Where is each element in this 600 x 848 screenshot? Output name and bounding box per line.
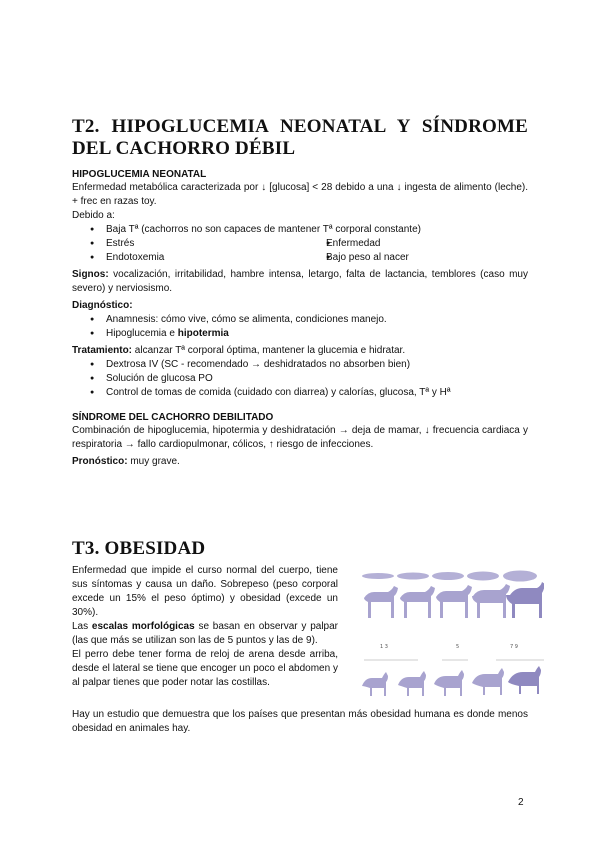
signos-paragraph <box>72 268 528 296</box>
scale-label: 7 9 <box>510 644 518 650</box>
tratamiento-text: alcanzar Tª corporal óptima, mantener la glucemia e hidratar. <box>132 345 406 356</box>
signos-text: vocalización, irritabilidad, hambre intensa, letargo, falta de lactancia, temblores (caso muy severo) y nerviosismo. <box>72 269 528 294</box>
list-item: ● Hipoglucemia e hipotermia <box>72 327 528 341</box>
scale-label: 1 3 <box>380 644 388 650</box>
t2-title <box>72 116 528 160</box>
scale-labels <box>380 644 518 650</box>
t2-title-line1: T2. HIPOGLUCEMIA NEONATAL Y SÍNDROME <box>72 116 528 137</box>
list-item: ● Endotoxemia <box>72 251 308 265</box>
tratamiento-paragraph <box>72 344 528 358</box>
diagnostico-label: Diagnóstico: <box>72 300 133 311</box>
diagnostico-list <box>72 313 528 341</box>
debido-label: Debido a: <box>72 210 115 221</box>
side-view-dogs <box>364 582 544 618</box>
cat-silhouettes <box>362 666 541 696</box>
top-view-dogs <box>362 571 537 582</box>
body-condition-scale-figure <box>358 564 544 714</box>
t2-title-line2: DEL CACHORRO DÉBIL <box>72 138 296 159</box>
list-item: ● Estrés <box>72 237 308 251</box>
hipoglucemia-intro: Enfermedad metabólica caracterizada por ↓ [glucosa] < 28 debido a una ↓ ingesta de alimento (leche). + frec en razas toy. <box>72 182 528 207</box>
list-item: ● Dextrosa IV (SC - recomendado → deshidratados no absorben bien) <box>72 358 528 372</box>
t2-body <box>72 168 528 469</box>
obesidad-p4: Hay un estudio que demuestra que los países que presentan más obesidad humana es donde menos obesidad en animales hay. <box>72 709 528 734</box>
obesidad-p3: El perro debe tener forma de reloj de arena desde arriba, desde el lateral se tiene que encoger un poco el abdomen y al palpar tienes que poder notar las costillas. <box>72 649 338 688</box>
list-item: ● Control de tomas de comida (cuidado con diarrea) y calorías, glucosa, Tª y Hª <box>72 386 528 400</box>
causes-list-row2 <box>72 251 528 265</box>
body-condition-illustration <box>358 564 544 714</box>
causes-list-row1 <box>72 237 528 251</box>
list-item: ● Bajo peso al nacer <box>308 251 528 265</box>
sindrome-heading: SÍNDROME DEL CACHORRO DEBILITADO <box>72 412 274 423</box>
hipotermia-bold: hipotermia <box>177 328 229 339</box>
list-item: ● Baja Tª (cachorros no son capaces de mantener Tª corporal constante) <box>72 223 528 237</box>
obesidad-p2: Las escalas morfológicas se basan en observar y palpar (las que más se utilizan son las de 5 puntos y las de 9). <box>72 621 339 646</box>
list-item: ● Anamnesis: cómo vive, cómo se alimenta, condiciones manejo. <box>72 313 528 327</box>
obesidad-text-column <box>72 564 338 690</box>
causes-list <box>72 223 528 237</box>
t3-title: T3. OBESIDAD <box>72 538 206 559</box>
signos-label: Signos: <box>72 269 109 280</box>
scale-label: 5 <box>456 644 460 650</box>
pronostico-text: muy grave. <box>127 456 180 467</box>
pronostico-paragraph <box>72 455 528 469</box>
tratamiento-label: Tratamiento: <box>72 345 133 356</box>
tratamiento-list <box>72 358 528 400</box>
page-number: 2 <box>518 797 524 808</box>
sindrome-text: Combinación de hipoglucemia, hipotermia y deshidratación → deja de mamar, ↓ frecuencia cardiaca y respiratoria → fallo cardiopulmonar, cólicos, ↑ riesgo de infecciones. <box>72 425 528 450</box>
list-item: ● Solución de glucosa PO <box>72 372 528 386</box>
hipoglucemia-heading: HIPOGLUCEMIA NEONATAL <box>72 169 207 180</box>
list-item: ● Enfermedad <box>308 237 528 251</box>
t3-body <box>72 564 528 736</box>
pronostico-label: Pronóstico: <box>72 456 128 467</box>
escalas-bold: escalas morfológicas <box>91 621 195 632</box>
obesidad-p1: Enfermedad que impide el curso normal del cuerpo, tiene sus síntomas y causa un daño. Sobrepeso (peso corporal excede un 15% el peso óptimo) y obesidad (excede un 30%). <box>72 565 338 618</box>
